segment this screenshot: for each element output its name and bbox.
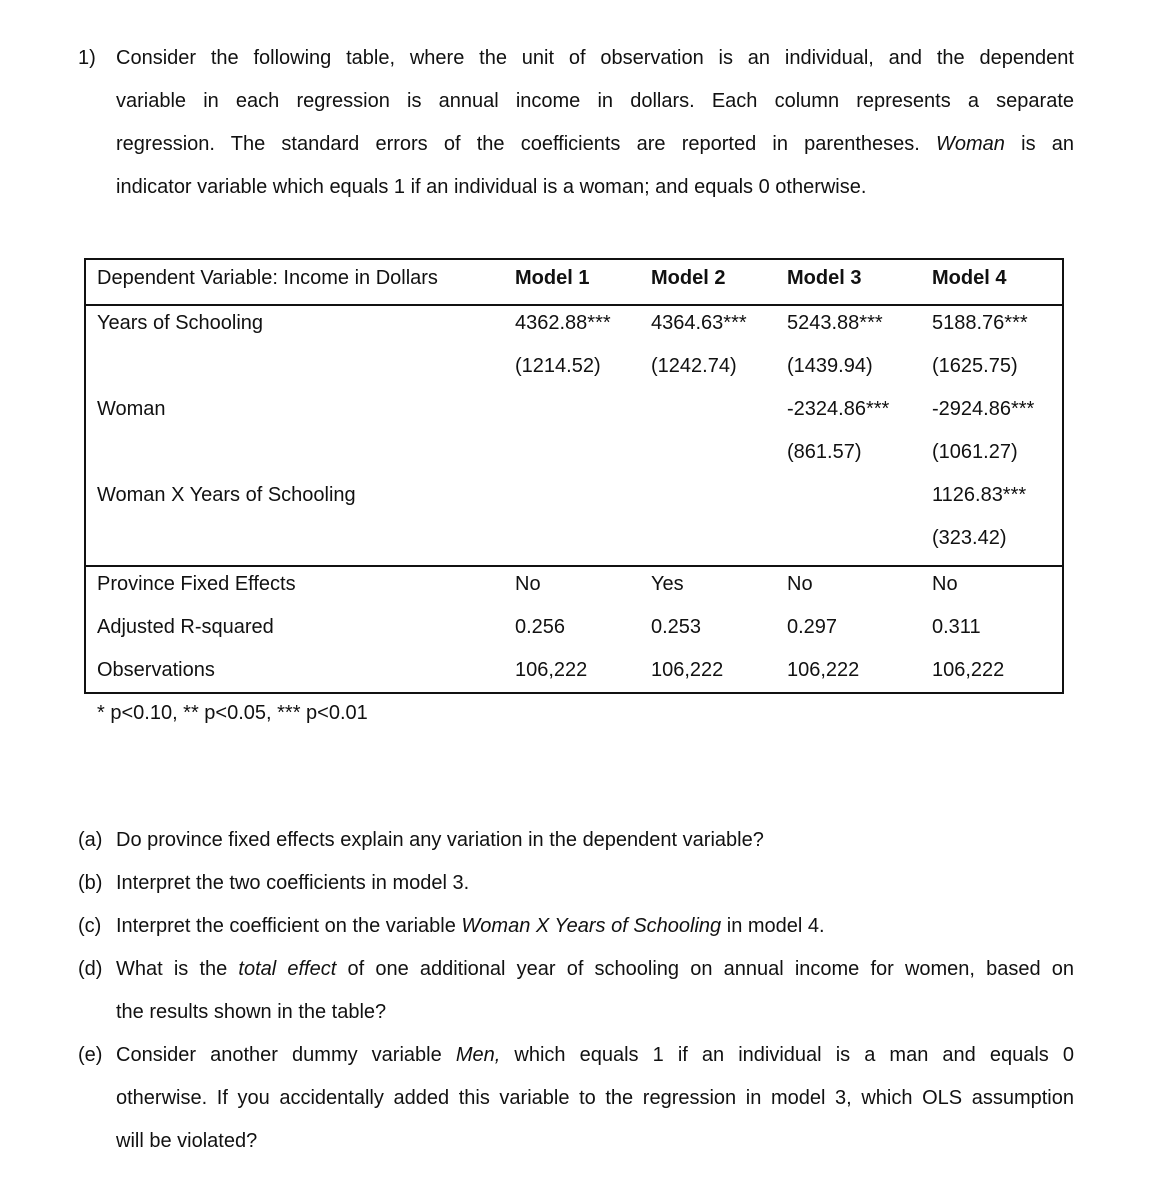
interaction-se-m4: (323.42)	[932, 527, 1007, 549]
subquestion-a-text: Do province fixed effects explain any variation in the dependent variable?	[116, 829, 764, 851]
subquestion-d	[78, 957, 1074, 1043]
r2-m3: 0.297	[787, 616, 838, 638]
r2-label: Adjusted R-squared	[97, 616, 274, 638]
significance-note: * p<0.10, ** p<0.05, *** p<0.01	[97, 702, 368, 724]
subquestion-a-label: (a)	[78, 829, 103, 851]
regression-table	[84, 258, 1064, 694]
schooling-se-m4: (1625.75)	[932, 355, 1018, 377]
subquestion-d-pre: What is the	[116, 958, 228, 980]
subquestion-b	[78, 871, 1074, 914]
subquestion-c-pre: Interpret the coefficient on the variable	[116, 915, 456, 937]
subquestion-d-italic: total effect	[238, 958, 337, 980]
subquestion-d-text	[116, 957, 1074, 981]
interaction-label: Woman X Years of Schooling	[97, 484, 356, 506]
subquestion-e-line-2: otherwise. If you accidentally added this variable to the regression in model 3, which OLS assumption	[116, 1087, 1074, 1109]
subquestion-c	[78, 914, 1074, 957]
fixed-effects-m4: No	[932, 573, 958, 595]
observations-m2: 106,222	[651, 659, 724, 681]
observations-m4: 106,222	[932, 659, 1005, 681]
r2-m1: 0.256	[515, 616, 566, 638]
fixed-effects-m2: Yes	[651, 573, 684, 595]
subquestion-e-post: which equals 1 if an individual is a man and equals 0	[514, 1044, 1075, 1066]
observations-m1: 106,222	[515, 659, 588, 681]
stats-rule	[86, 565, 1062, 567]
woman-coef-m3: -2324.86***	[787, 398, 890, 420]
subquestion-d-continuation: the results shown in the table?	[116, 1001, 387, 1023]
subquestion-d-label: (d)	[78, 958, 103, 980]
intro-woman-term: Woman	[936, 133, 1005, 155]
question-number: 1)	[78, 47, 96, 69]
subquestion-e	[78, 1043, 1074, 1172]
observations-label: Observations	[97, 659, 215, 681]
schooling-se-m3: (1439.94)	[787, 355, 873, 377]
fixed-effects-label: Province Fixed Effects	[97, 573, 296, 595]
woman-label: Woman	[97, 398, 166, 420]
subquestion-c-label: (c)	[78, 915, 102, 937]
fixed-effects-m1: No	[515, 573, 541, 595]
intro-line-3-text: regression. The standard errors of the coefficients are reported in parentheses.	[116, 133, 920, 155]
intro-line-2: variable in each regression is annual income in dollars. Each column represents a separate	[116, 90, 1074, 112]
subquestion-e-label: (e)	[78, 1044, 103, 1066]
model-2-header: Model 2	[651, 267, 726, 289]
question-intro	[116, 46, 1074, 209]
dependent-variable-label: Dependent Variable: Income in Dollars	[97, 267, 438, 289]
woman-se-m4: (1061.27)	[932, 441, 1018, 463]
schooling-coef-m1: 4362.88***	[515, 312, 611, 334]
subquestion-a	[78, 828, 1074, 871]
fixed-effects-m3: No	[787, 573, 813, 595]
intro-line-3	[116, 123, 1074, 166]
woman-se-m3: (861.57)	[787, 441, 862, 463]
schooling-se-m2: (1242.74)	[651, 355, 737, 377]
schooling-coef-m2: 4364.63***	[651, 312, 747, 334]
r2-m4: 0.311	[932, 616, 981, 638]
intro-line-3-tail: is an	[1021, 133, 1075, 155]
model-3-header: Model 3	[787, 267, 862, 289]
subquestion-c-text	[116, 914, 1074, 938]
subquestion-d-post: of one additional year of schooling on annual income for women, based on	[347, 958, 1075, 980]
r2-m2: 0.253	[651, 616, 702, 638]
subquestion-e-text	[116, 1043, 1074, 1067]
intro-line-1: Consider the following table, where the unit of observation is an individual, and the dependent	[116, 47, 1074, 69]
model-1-header: Model 1	[515, 267, 590, 289]
subquestion-c-italic: Woman X Years of Schooling	[461, 915, 722, 937]
schooling-se-m1: (1214.52)	[515, 355, 601, 377]
subquestion-list	[78, 828, 1074, 1172]
schooling-coef-m4: 5188.76***	[932, 312, 1028, 334]
model-4-header: Model 4	[932, 267, 1007, 289]
subquestion-e-italic: Men,	[455, 1044, 501, 1066]
subquestion-e-pre: Consider another dummy variable	[116, 1044, 442, 1066]
subquestion-e-continuation: will be violated?	[116, 1130, 258, 1152]
interaction-coef-m4: 1126.83***	[932, 484, 1027, 506]
subquestion-c-post: in model 4.	[726, 915, 825, 937]
subquestion-b-text: Interpret the two coefficients in model 3.	[116, 872, 470, 894]
subquestion-b-label: (b)	[78, 872, 103, 894]
schooling-label: Years of Schooling	[97, 312, 264, 334]
observations-m3: 106,222	[787, 659, 860, 681]
woman-coef-m4: -2924.86***	[932, 398, 1035, 420]
header-rule	[86, 304, 1062, 306]
schooling-coef-m3: 5243.88***	[787, 312, 883, 334]
intro-line-4: indicator variable which equals 1 if an individual is a woman; and equals 0 otherwise.	[116, 176, 867, 198]
